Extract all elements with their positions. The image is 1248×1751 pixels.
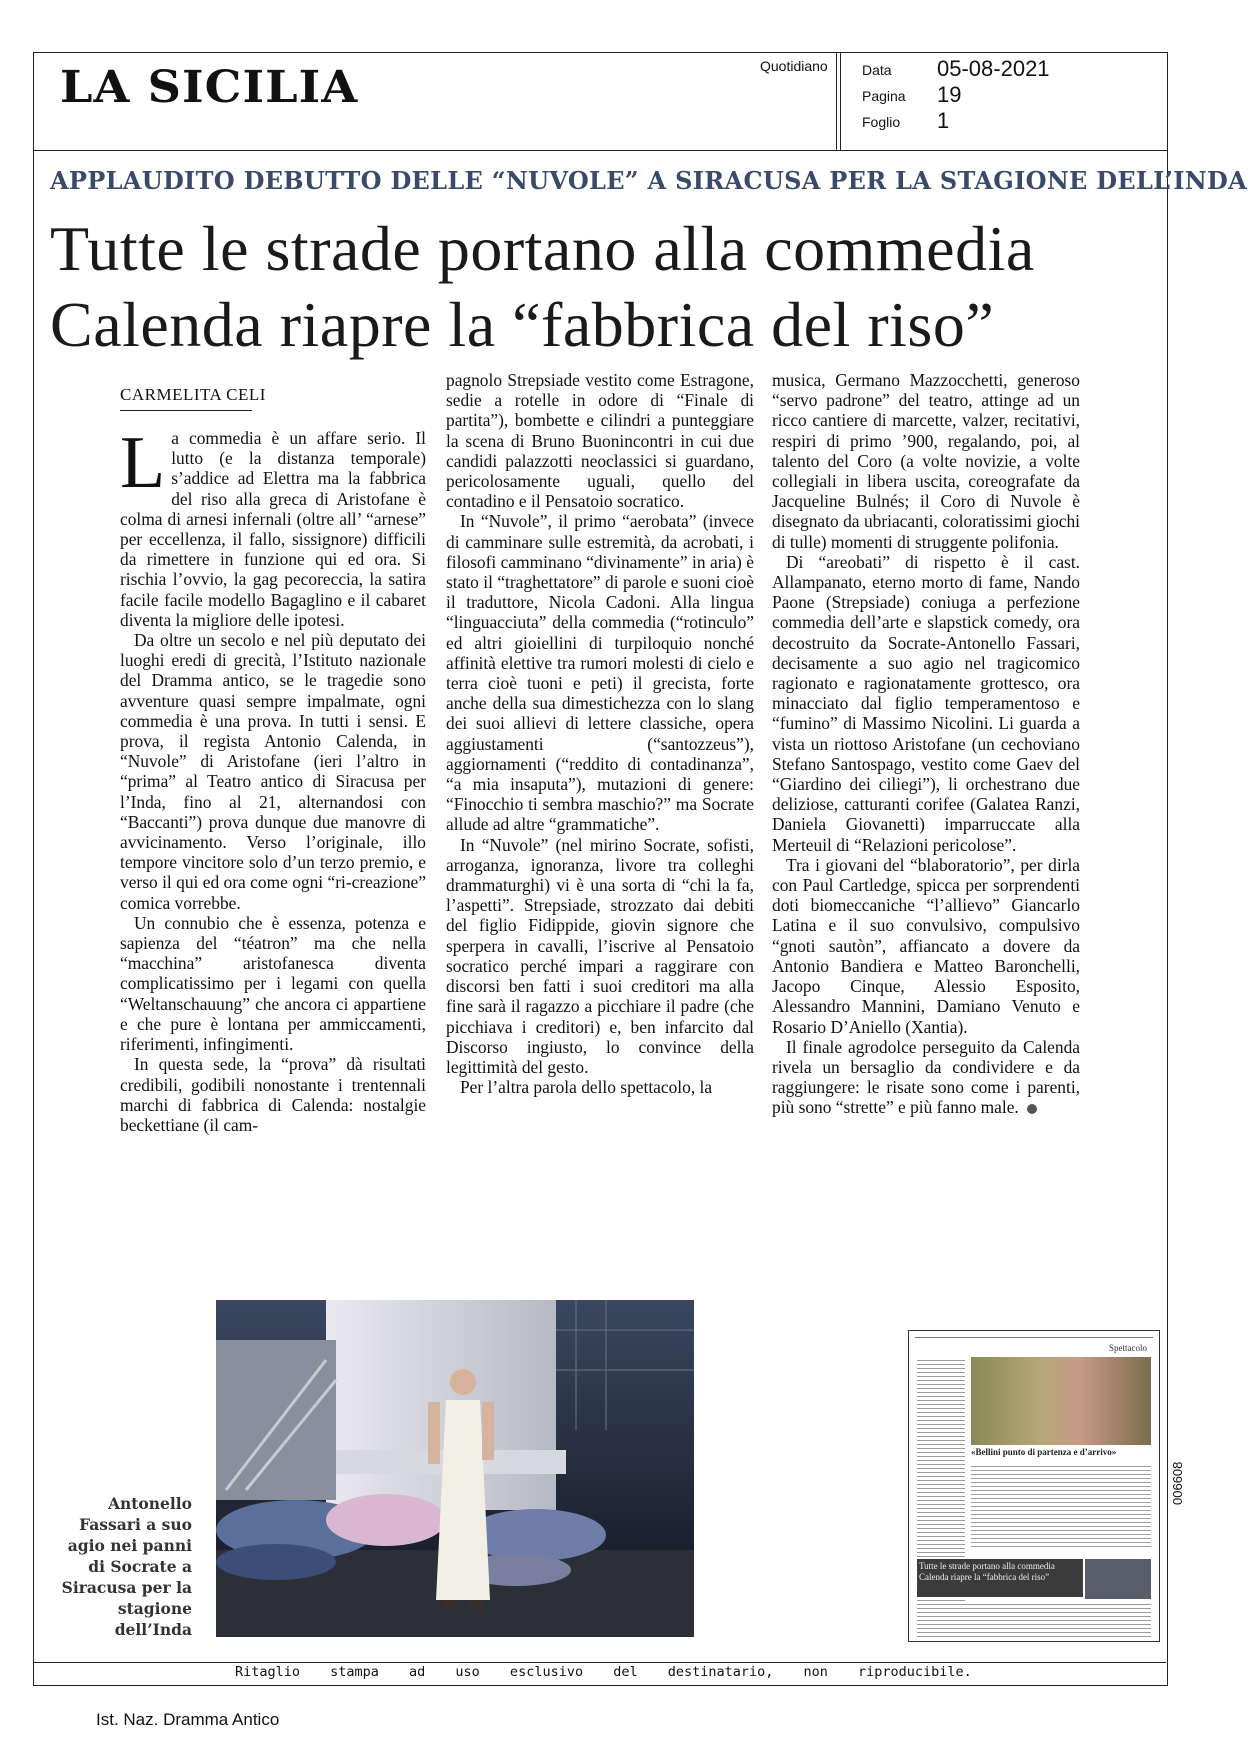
meta-key-sheet: Foglio (862, 114, 901, 130)
meta-key-date: Data (862, 62, 892, 78)
paragraph: Tra i giovani del “blaboratorio”, per dirla con Paul Cartledge, spicca per sorprendenti doti biomeccaniche “l’allievo” Giancarlo Latina e il suo convulsivo, compulsivo “gnoti sautòn”, affiancato a dovere da Antonio Bandiera e Matteo Baronchelli, Jacopo Cinque, Alessio Esposito, Alessandro Mannini, Damiano Venuto e Rosario D’Aniello (Xantia). (772, 854, 1080, 1037)
meta-value-date: 05-08-2021 (937, 56, 1050, 81)
paragraph: Da oltre un secolo e nel più deputato dei luoghi eredi di grecità, l’Istituto nazionale del Dramma antico, se le tragedie sono avventure quasi sempre impalmate, ogni commedia è una prova. In tutti i sensi. E prova, il regista Antonio Calenda, in “Nuvole” di Aristofane (ieri l’altro in “prima” al Teatro antico di Siracusa per l’Inda, fino al 21, alternandosi con “Baccanti”) prova dunque due manovre di avvicinamento. Verso l’originale, illo tempore vincitore solo d’un terzo premio, e verso il qui ed ora come ogni “ri-creazione” comica vorrebbe. (120, 630, 426, 913)
client-footer: Ist. Naz. Dramma Antico (96, 1710, 280, 1729)
article-column-3 (772, 370, 1080, 1118)
byline-rule (120, 410, 252, 411)
thumbnail-photo-small (1085, 1559, 1151, 1599)
article-column-1 (120, 422, 426, 1135)
header-divider (836, 52, 837, 150)
thumbnail-section: Spettacolo (1109, 1343, 1147, 1353)
stage-photo (216, 1300, 694, 1637)
thumbnail-headline: Tutte le strade portano alla commedia Calenda riapre la “fabbrica del riso” (917, 1559, 1083, 1597)
reproduction-disclaimer: Ritaglio stampa ad uso esclusivo del destinatario, non riproducibile. (235, 1664, 972, 1680)
archive-code: 006608 (1170, 1461, 1185, 1505)
publication-type: Quotidiano (760, 58, 828, 74)
header-divider (840, 52, 841, 150)
thumbnail-text-block (971, 1463, 1151, 1549)
paragraph: In questa sede, la “prova” dà risultati credibili, godibili nonostante i trentennali marchi di fabbrica di Calenda: nostalgie beckettiane (il cam- (120, 1054, 426, 1135)
bottom-rule (33, 1662, 1166, 1663)
headline-line-1: Tutte le strade portano alla commedia (50, 213, 1035, 284)
paragraph: Un connubio che è essenza, potenza e sapienza del “téatron” ma che nella “macchina” aristofanesca diventa complicatissimo per i legami con quella “Weltanschauung” che ancora ci appartiene e che pure è lontana per ammiccamenti, riferimenti, infingimenti. (120, 912, 426, 1055)
paragraph: Il finale agrodolce perseguito da Calenda rivela un bersaglio da condividere e da raggiungere: le risate sono come i parenti, più sono “strette” e più fanno male. (772, 1036, 1080, 1118)
meta-value-sheet: 1 (937, 108, 950, 133)
thumbnail-quote: «Bellini punto di partenza e d’arrivo» (971, 1447, 1117, 1457)
article-kicker: APPLAUDITO DEBUTTO DELLE “NUVOLE” A SIRACUSA PER LA STAGIONE DELL’INDA (50, 166, 1248, 195)
thumbnail-text-footer (917, 1601, 1151, 1637)
paragraph: pagnolo Strepsiade vestito come Estragone, sedie a rotelle in odore di “Finale di partita”), bombette e cilindri a punteggiare la scena di Bruno Buonincontri in cui due candidi palazzotti neoclassici si guardano, pericolosamente uguali, quello del contadino e il Pensatoio socratico. (446, 370, 754, 512)
meta-value-page: 19 (937, 82, 962, 107)
paragraph: Di “areobati” di rispetto è il cast. Allampanato, eterno morto di fame, Nando Paone (Strepsiade) coniuga a perfezione commedia dell’arte e slapstick comedy, ora decostruito da Socrate-Antonello Fassari, decisamente a suo agio nel tragicomico ragionato e ragionatamente grottesco, ora minacciato dal figlio temperamentoso e “fumino” di Massimo Nicolini. Li guarda a vista un riottoso Aristofane (un cechoviano Stefano Santospago, vestito come Gaev del “Giardino dei ciliegi”), li orchestrano due deliziose, catturanti corifee (Galatea Ranzi, Daniela Giovanetti) imparruccate alla Merteuil di “Relazioni pericolose”. (772, 551, 1080, 855)
paragraph: La commedia è un affare serio. Il lutto (e la distanza temporale) s’addice ad Elettra ma la fabbrica del riso alla greca di Aristofane è colma di arnesi infernali (oltre all’ “arnese” per eccellenza, il fallo, sissignore) difficili da rimettere in funzione qui ed ora. Si rischia l’ovvio, la gag pecoreccia, la satira facile facile modello Bagaglino e il cabaret diventa la migliore delle ipotesi. (120, 422, 426, 630)
newspaper-logo: LA SICILIA (60, 62, 359, 113)
header-separator (33, 150, 1168, 151)
dropcap: L (120, 422, 166, 504)
article-column-2 (446, 370, 754, 1097)
paragraph: musica, Germano Mazzocchetti, generoso “servo padrone” del teatro, attinge ad un ricco cantiere di marcette, valzer, recitativi, respiri di primo ’900, regalando, poi, al talento del Coro (a volte novizie, a volte collegiali in libera uscita, coreografate da Jacqueline Bulnés; il Coro di Nuvole è disegnato da ubriacanti, coloratissimi giochi di tulle) momenti di struggente polifonia. (772, 370, 1080, 552)
paragraph: In “Nuvole” (nel mirino Socrate, sofisti, arroganza, ignoranza, livore tra colleghi drammaturghi) vi è una sorta di “chi la fa, l’aspetti”. Strepsiade, strozzato dai debiti del figlio Fidippide, giovin signore che sperpera in cavalli, l’iscrive al Pensatoio socratico perché impari a raggirare con discorsi ben fatti i suoi creditori ma alla fine sarà il ragazzo a picchiare il padre (che picchiava i creditori) e, ben infarcito dal Discorso ingiusto, lo convince della legittimità del gesto. (446, 834, 754, 1077)
paragraph: Per l’altra parola dello spettacolo, la (460, 1077, 713, 1098)
stage-photo-illustration (216, 1300, 694, 1637)
author-byline: CARMELITA CELI (120, 385, 266, 404)
end-of-article-icon (1027, 1104, 1037, 1114)
meta-key-page: Pagina (862, 88, 906, 104)
thumbnail-photo (971, 1357, 1151, 1445)
paragraph: In “Nuvole”, il primo “aerobata” (invece di camminare sulle estremità, da acrobati, i filosofi camminano “divinamente” in aria) è stato il “traghettatore” di parole e suoni cioè il traduttore, Nicola Cadoni. Alla lingua “linguacciuta” della commedia (“rotinculo” ed altri gioiellini di turpiloquio nonché affinità elettive tra rumori molesti di cielo e terra cioè tuoni e peti) il grecista, forte anche della sua dimestichezza con lo slang dei suoi allievi di lettere classiche, opera aggiustamenti (“santozzeus”), aggiornamenti (“reddito di contadinanza”, “a mia insaputa”), mutazioni di genere: “Finocchio ti sembra maschio?” ma Socrate allude ad altre “grammatiche”. (446, 511, 754, 835)
photo-caption: Antonello Fassari a suo agio nei panni di Socrate a Siracusa per la stagione dell’Inda (61, 1494, 192, 1639)
headline-line-2: Calenda riapre la “fabbrica del riso” (50, 289, 995, 360)
page-thumbnail (908, 1330, 1160, 1642)
